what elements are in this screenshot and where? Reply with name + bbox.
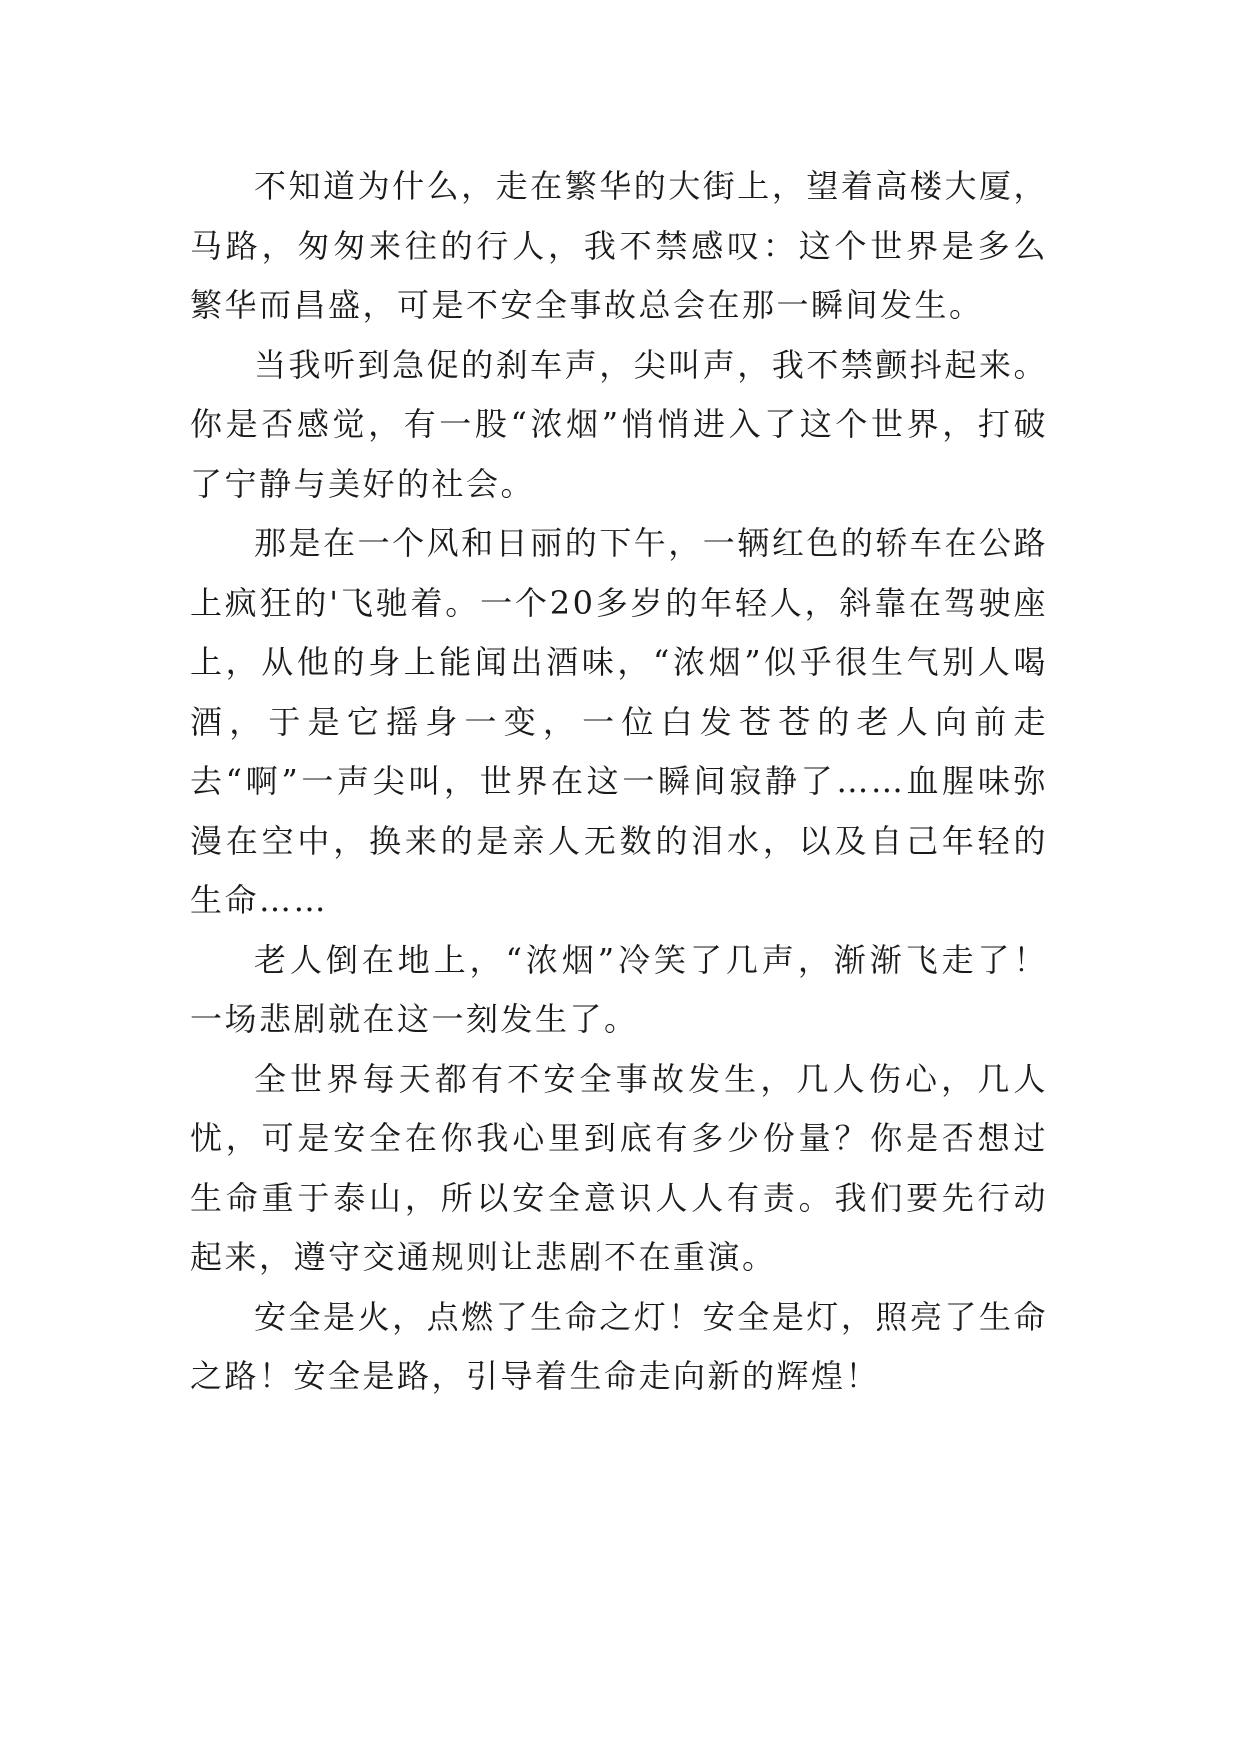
paragraph-5: 全世界每天都有不安全事故发生，几人伤心，几人忧，可是安全在你我心里到底有多少份量？你是否想过生命重于泰山，所以安全意识人人有责。我们要先行动起来，遵守交通规则让悲剧不在重演。 — [190, 1059, 1048, 1276]
paragraph-4: 老人倒在地上，“浓烟”冷笑了几声，渐渐飞走了！一场悲剧就在这一刻发生了。 — [190, 940, 1048, 1038]
document-body — [190, 157, 1048, 1407]
paragraph-2: 当我听到急促的刹车声，尖叫声，我不禁颤抖起来。你是否感觉，有一股“浓烟”悄悄进入了这个世界，打破了宁静与美好的社会。 — [190, 345, 1048, 503]
paragraph-6: 安全是火，点燃了生命之灯！安全是灯，照亮了生命之路！安全是路，引导着生命走向新的辉煌！ — [190, 1297, 1048, 1395]
paragraph-1: 不知道为什么，走在繁华的大街上，望着高楼大厦，马路，匆匆来往的行人，我不禁感叹：这个世界是多么繁华而昌盛，可是不安全事故总会在那一瞬间发生。 — [190, 167, 1048, 324]
paragraph-3: 那是在一个风和日丽的下午，一辆红色的轿车在公路上疯狂的'飞驰着。一个20多岁的年轻人，斜靠在驾驶座上，从他的身上能闻出酒味，“浓烟”似乎很生气别人喝酒，于是它摇身一变，一位白发苍苍的老人向前走去“啊”一声尖叫，世界在这一瞬间寂静了……血腥味弥漫在空中，换来的是亲人无数的泪水，以及自己年轻的生命…… — [190, 524, 1048, 919]
